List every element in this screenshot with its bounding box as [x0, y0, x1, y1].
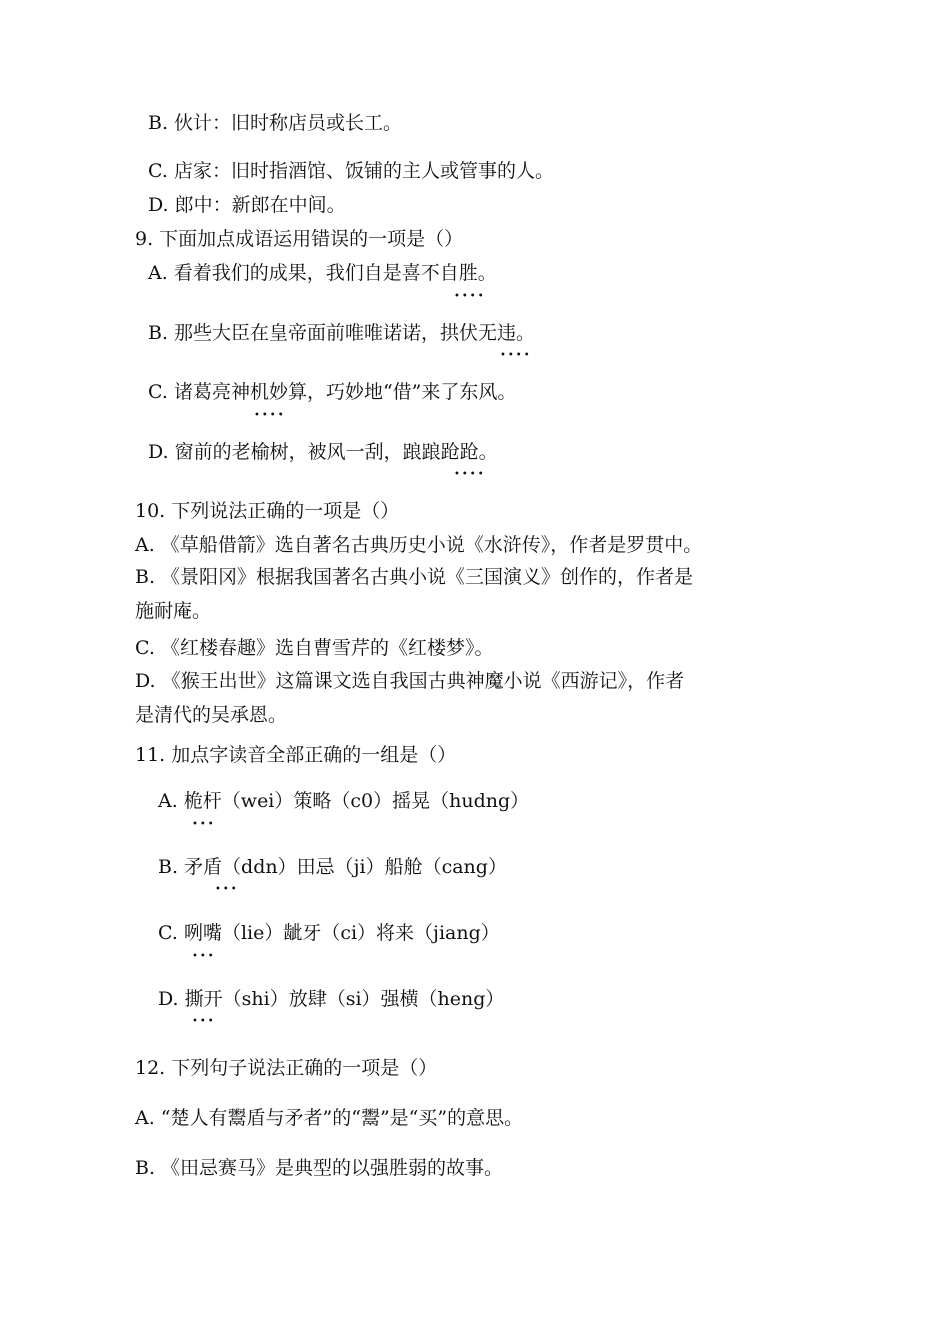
q12-option-a: A. “楚人有鬻盾与矛者”的“鬻”是“买”的意思。 [135, 1107, 524, 1129]
q10-option-b-line2: 施耐庵。 [135, 600, 212, 622]
q9-option-c: C. 诸葛亮神机妙算，巧妙地“借”来了东风。 [148, 381, 517, 403]
q11-option-a-emphasis-dots: ••• [192, 819, 216, 830]
q11-option-d-emphasis-dots: ••• [192, 1016, 216, 1027]
q11-option-c: C. 咧嘴（lie）龇牙（ci）将来（jiang） [158, 922, 500, 944]
q8-option-c: C. 店家：旧时指酒馆、饭铺的主人或管事的人。 [148, 160, 554, 182]
q9-option-d: D. 窗前的老榆树，被风一刮，踉踉跄跄。 [148, 441, 498, 463]
q11-option-c-emphasis-dots: ••• [192, 951, 216, 962]
q11-option-d: D. 撕开（shi）放肆（si）强横（heng） [158, 988, 505, 1010]
q12-stem: 12. 下列句子说法正确的一项是（） [135, 1057, 438, 1079]
q10-option-c: C. 《红楼春趣》选自曹雪芹的《红楼梦》。 [135, 637, 494, 659]
q11-option-a: A. 桅杆（wei）策略（c0）摇晃（hudng） [158, 790, 530, 812]
q9-option-c-emphasis-dots: •••• [254, 410, 286, 421]
q10-stem: 10. 下列说法正确的一项是（） [135, 500, 400, 522]
q11-option-b: B. 矛盾（ddn）田忌（ji）船舱（cang） [158, 856, 507, 878]
q11-option-b-emphasis-dots: ••• [215, 884, 239, 895]
q9-stem: 9. 下面加点成语运用错误的一项是（） [135, 228, 464, 250]
q10-option-d-line1: D. 《猴王出世》这篇课文选自我国古典神魔小说《西游记》，作者 [135, 670, 685, 692]
q8-option-b: B. 伙计：旧时称店员或长工。 [148, 112, 403, 134]
q8-option-d: D. 郎中：新郎在中间。 [148, 194, 346, 216]
q10-option-b-line1: B. 《景阳冈》根据我国著名古典小说《三国演义》创作的，作者是 [135, 566, 694, 588]
q9-option-a: A. 看着我们的成果，我们自是喜不自胜。 [148, 262, 497, 284]
q11-stem: 11. 加点字读音全部正确的一组是（） [135, 744, 457, 766]
q9-option-b: B. 那些大臣在皇帝面前唯唯诺诺，拱伏无违。 [148, 322, 536, 344]
q12-option-b: B. 《田忌赛马》是典型的以强胜弱的故事。 [135, 1157, 504, 1179]
q9-option-d-emphasis-dots: •••• [454, 469, 486, 480]
q9-option-a-emphasis-dots: •••• [454, 291, 486, 302]
q10-option-d-line2: 是清代的吴承恩。 [135, 704, 288, 726]
q10-option-a: A. 《草船借箭》选自著名古典历史小说《水浒传》，作者是罗贯中。 [135, 534, 703, 556]
q9-option-b-emphasis-dots: •••• [500, 350, 532, 361]
